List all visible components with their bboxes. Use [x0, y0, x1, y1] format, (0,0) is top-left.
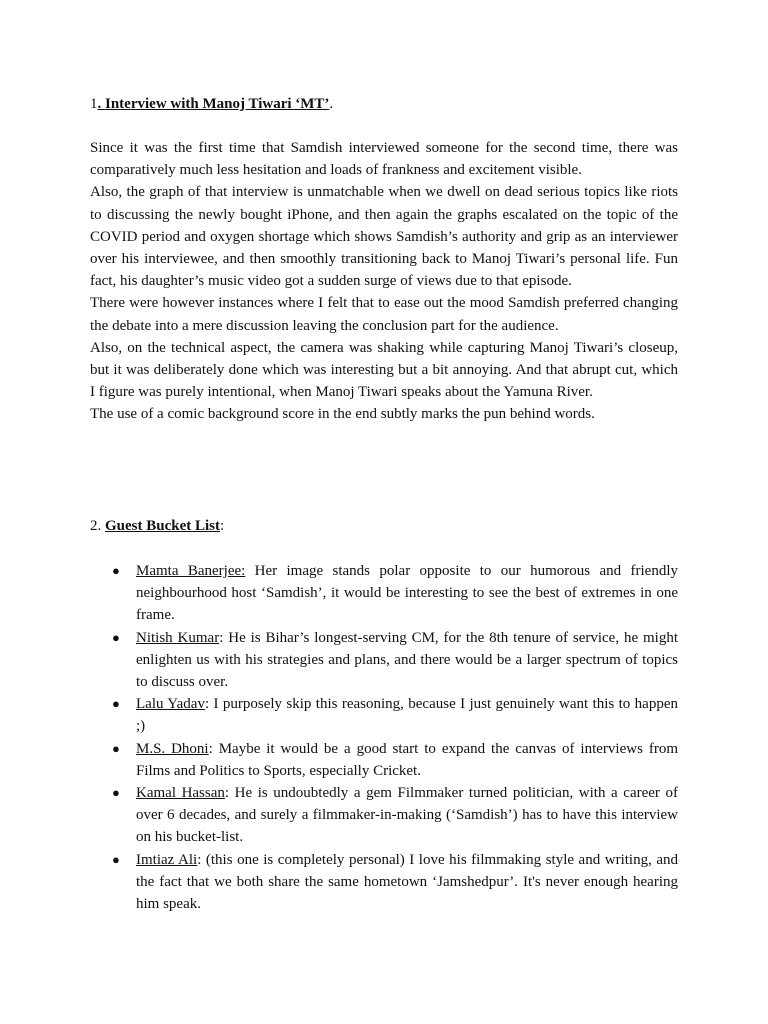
guest-name: M.S. Dhoni [136, 740, 209, 757]
section-1-heading [90, 93, 678, 115]
section-1-title: . Interview with Manoj Tiwari ‘MT’ [97, 96, 330, 112]
guest-reason: : Maybe it would be a good start to expand the canvas of interviews from Films and Politics to Sports, especially Cricket. [136, 740, 678, 779]
guest-reason: : He is undoubtedly a gem Filmmaker turned politician, with a career of over 6 decades, and surely a filmmaker-in-making (‘Samdish’) has to have this interview on his bucket-list. [136, 785, 678, 846]
list-item [90, 738, 678, 782]
guest-name: Mamta Banerjee: [136, 563, 246, 579]
guest-name: Imtiaz Ali [136, 851, 198, 868]
paragraph: Since it was the first time that Samdish interviewed someone for the second time, there was comparatively much less hesitation and loads of frankness and excitement visible. [90, 140, 678, 179]
bullet-icon: ● [112, 696, 120, 712]
guest-reason: : He is Bihar’s longest-serving CM, for the 8th tenure of service, he might enlighten us with his strategies and plans, and there would be a larger spectrum of topics to discuss over. [136, 629, 678, 691]
guest-name: Nitish Kumar [136, 629, 220, 646]
bullet-icon: ● [112, 740, 120, 756]
paragraph: Also, the graph of that interview is unmatchable when we dwell on dead serious topics like riots to discussing the newly bought iPhone, and then again the graphs escalated on the topic of the COVID period and oxygen shortage which shows Samdish’s authority and grip as an interviewer over his interviewee, and then smoothly transitioning back to Manoj Tiwari’s personal life. Fun fact, his daughter’s music video got a sudden surge of views due to that episode. [90, 184, 678, 290]
bullet-icon: ● [112, 785, 120, 801]
list-item [90, 782, 678, 849]
section-2-trailing: : [220, 518, 225, 534]
guest-name: Kamal Hassan [136, 785, 225, 802]
bullet-icon: ● [112, 563, 120, 578]
guest-bucket-list [90, 560, 678, 915]
guest-name: Lalu Yadav [136, 696, 205, 713]
section-2-heading [90, 515, 678, 537]
paragraph: The use of a comic background score in the end subtly marks the pun behind words. [90, 406, 595, 423]
list-item [90, 693, 678, 737]
bullet-icon: ● [112, 851, 120, 867]
list-item [90, 560, 678, 627]
section-1-number: 1 [90, 96, 98, 112]
guest-reason: Her image stands polar opposite to our humorous and friendly neighbourhood host ‘Samdish’, it would be interesting to see the best of extremes in one frame. [136, 563, 678, 624]
paragraph: There were however instances where I felt that to ease out the mood Samdish preferred changing the debate into a mere discussion leaving the conclusion part for the audience. [90, 295, 678, 334]
section-1-trailing: . [329, 96, 334, 112]
bullet-icon: ● [112, 629, 120, 645]
section-2-number: 2. [90, 518, 102, 534]
list-item [90, 849, 678, 916]
paragraph: Also, on the technical aspect, the camera was shaking while capturing Manoj Tiwari’s closeup, but it was deliberately done which was interesting but a bit annoying. And that abrupt cut, which I figure was purely intentional, when Manoj Tiwari speaks about the Yamuna River. [90, 339, 678, 401]
guest-reason: : I purposely skip this reasoning, because I just genuinely want this to happen ;) [136, 696, 678, 735]
section-2-title: Guest Bucket List [105, 518, 221, 534]
section-1-body [90, 137, 678, 426]
list-item [90, 627, 678, 694]
guest-reason: : (this one is completely personal) I love his filmmaking style and writing, and the fact that we both share the same hometown ‘Jamshedpur’. It's never enough hearing him speak. [136, 851, 678, 913]
